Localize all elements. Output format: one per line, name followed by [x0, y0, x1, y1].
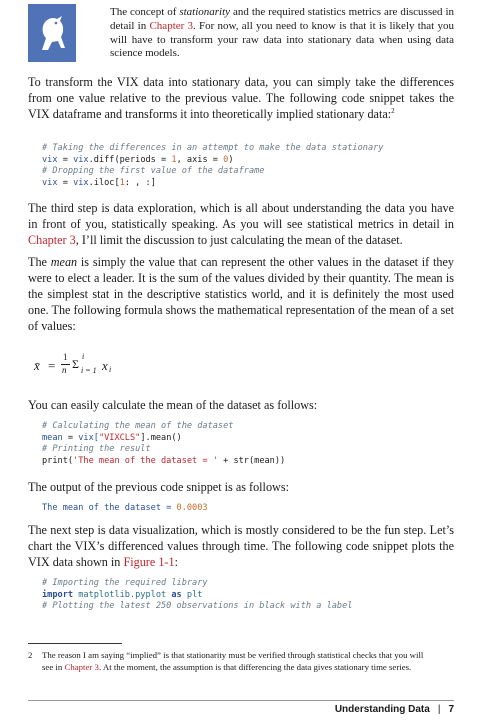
code-var: vix	[42, 177, 58, 188]
code-text: + str(mean))	[217, 455, 286, 466]
paragraph-transform	[28, 74, 454, 122]
footnote-divider	[28, 643, 122, 644]
code-function: print(	[42, 455, 74, 466]
code-method: .diff(periods =	[88, 154, 172, 165]
code-number: 1	[119, 177, 125, 188]
formula-term-sub: i	[109, 365, 112, 374]
footnote-text: The reason I am saying “implied” is that stationarity must be verified through statistical checks that you will	[42, 650, 424, 660]
paragraph-visualization	[28, 522, 454, 570]
chapter-3-link[interactable]: Chapter 3	[64, 662, 99, 672]
code-comment: # Importing the required library	[42, 578, 208, 588]
formula-sum: Σ	[72, 357, 79, 371]
paragraph-text: is simply the value that can represent the other values in the dataset if they were to elect a leader. It is the sum of the values divided by their quantity. The mean is the simplest stat in the descriptive statistics world, and it is definitely the most used one. The following formula shows the mathematical representation of the mean of a set of values:	[28, 255, 454, 333]
code-var: mean	[42, 432, 63, 443]
formula-equals: =	[48, 358, 56, 373]
code-keyword: import	[42, 589, 74, 600]
code-string: "VIXCLS"	[98, 432, 141, 443]
chapter-3-link[interactable]: Chapter 3	[149, 19, 194, 32]
formula-sub: i = 1	[81, 366, 97, 375]
footnote	[28, 649, 454, 673]
code-obj: vix	[73, 154, 89, 165]
note-term-stationarity: stationarity	[179, 6, 231, 18]
paragraph-text: :	[174, 555, 178, 569]
code-keyword: as	[171, 589, 182, 600]
paragraph-output	[28, 479, 454, 495]
output-value: 0.0003	[176, 503, 208, 513]
footnote-ref[interactable]: 2	[391, 106, 395, 115]
paragraph-mean	[28, 254, 454, 334]
code-op: =	[57, 154, 74, 165]
code-string: 'The mean of the dataset = '	[73, 455, 218, 466]
paragraph-text: To transform the VIX data into stationary data, you can simply take the differences from one value relative to the previous value. The following code snippet takes the VIX dataframe and transforms it into theoretically implied stationary data:	[28, 75, 454, 121]
term-mean: mean	[50, 255, 78, 269]
footnote-text: . At the moment, the assumption is that differencing the data gives stationary time series.	[98, 662, 412, 672]
note-text-part: . For now, all you need to know is that it is likely that you will have to transform your raw data into stationary data when using data science models.	[110, 19, 454, 60]
formula-lhs: x̄	[34, 358, 40, 373]
footnote-line2	[28, 661, 454, 673]
note-text-part: and the required statistics metrics are discussed in detail in	[110, 6, 454, 32]
code-comment: # Printing the result	[42, 444, 151, 455]
code-line	[42, 590, 454, 602]
code-line	[42, 433, 454, 445]
note-text	[110, 6, 454, 61]
code-text: : , :]	[124, 177, 156, 188]
footnote-number: 2	[28, 650, 33, 660]
page-footer	[335, 704, 454, 715]
paragraph-text: , I’ll limit the discussion to just calculating the mean of the dataset.	[75, 233, 403, 247]
code-op: =	[57, 177, 74, 188]
code-line	[42, 155, 454, 167]
code-alias: plt	[181, 589, 203, 600]
code-comment: # Taking the differences in an attempt to make the data stationary	[42, 143, 384, 153]
running-footer-title: Understanding Data	[334, 704, 430, 715]
paragraph-exploration	[28, 200, 454, 248]
output-text: The mean of the dataset =	[42, 503, 177, 513]
raven-bird-icon	[28, 4, 76, 62]
code-number: 1	[171, 154, 177, 165]
page-number: 7	[448, 704, 454, 715]
paragraph-calc	[28, 397, 454, 413]
paragraph-text: The third step is data exploration, which is all about understanding the data you have in front of you, statistically speaking. As you will see statistical metrics in detail in	[28, 201, 454, 231]
paragraph-text: You can easily calculate the mean of the dataset as follows:	[28, 398, 318, 412]
code-block-differencing	[42, 143, 454, 189]
note-text-part: The concept of	[110, 6, 180, 18]
code-obj: vix[	[78, 432, 99, 443]
footer-separator: |	[437, 704, 441, 715]
code-comment: # Calculating the mean of the dataset	[42, 421, 234, 431]
code-var: vix	[42, 154, 58, 165]
footnote-text: see in	[42, 662, 65, 672]
formula-sup: i	[82, 352, 85, 361]
code-text: , axis =	[176, 154, 224, 165]
formula-term: x	[102, 358, 108, 373]
code-line	[42, 178, 454, 190]
code-number: 0	[223, 154, 229, 165]
code-method: .iloc[	[88, 177, 120, 188]
code-module: matplotlib.pyplot	[73, 589, 172, 600]
code-output	[42, 503, 454, 515]
mean-formula	[34, 352, 234, 382]
paragraph-text: The	[28, 255, 51, 269]
paragraph-text: The output of the previous code snippet is as follows:	[28, 480, 289, 494]
paragraph-text: The next step is data visualization, which is mostly considered to be the fun step. Let’s chart the VIX’s differenced values through time. The following code snippet plots the VIX data shown in	[28, 523, 454, 569]
formula-frac-den: n	[62, 365, 67, 375]
code-line	[42, 456, 454, 468]
code-block-plot	[42, 578, 454, 613]
code-obj: vix	[73, 177, 89, 188]
figure-1-1-link[interactable]: Figure 1-1	[123, 555, 175, 569]
code-comment: # Dropping the first value of the dataframe	[42, 166, 265, 177]
note-box	[28, 4, 454, 66]
code-op: =	[62, 432, 79, 443]
footer-divider	[28, 700, 454, 701]
code-comment: # Plotting the latest 250 observations in black with a label	[42, 601, 353, 612]
chapter-3-link[interactable]: Chapter 3	[28, 233, 76, 247]
code-text: )	[228, 154, 234, 165]
code-block-mean	[42, 421, 454, 467]
formula-frac-num: 1	[63, 352, 68, 362]
code-text: ].mean()	[140, 432, 182, 443]
